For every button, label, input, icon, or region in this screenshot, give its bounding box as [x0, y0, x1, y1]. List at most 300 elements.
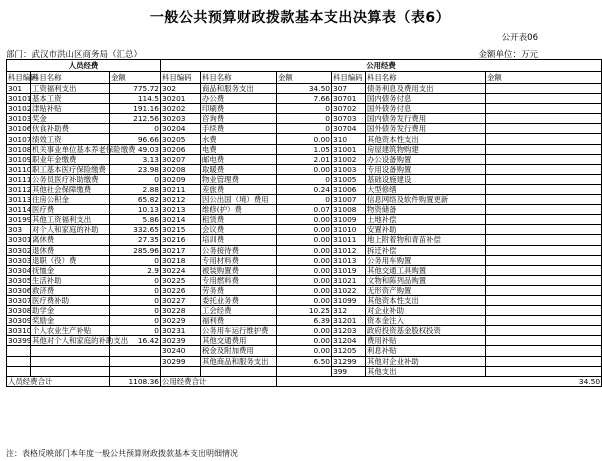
cell-c-name: 其他支出 [366, 366, 486, 376]
cell-p-amount: 16.42 [110, 336, 161, 346]
cell-c-name: 利息补贴 [366, 346, 486, 356]
cell-p-amount: 0 [110, 326, 161, 336]
department-label: 部门：武汉市洪山区商务局（汇总） [6, 50, 143, 60]
cell-g-code: 30226 [161, 285, 201, 295]
cell-g-amount: 34.50 [277, 84, 332, 94]
header-amount: 金额 [277, 72, 332, 84]
cell-p-amount: 2.88 [110, 184, 161, 194]
cell-g-name: 工会经费 [201, 306, 277, 316]
cell-g-code: 30211 [161, 184, 201, 194]
cell-c-amount [486, 326, 602, 336]
cell-c-name: 土地补偿 [366, 215, 486, 225]
cell-g-amount [277, 366, 332, 376]
cell-g-code: 30299 [161, 356, 201, 366]
personnel-section-header: 人员经费 [7, 60, 161, 72]
cell-g-amount: 6.39 [277, 316, 332, 326]
cell-p-name: 对个人和家庭的补助 [31, 225, 110, 235]
cell-g-name: 邮电费 [201, 154, 277, 164]
cell-g-name: 取暖费 [201, 164, 277, 174]
personnel-total-label: 人员经费合计 [7, 376, 110, 386]
cell-g-code: 30224 [161, 265, 201, 275]
cell-c-code: 399 [332, 366, 366, 376]
cell-g-code: 30206 [161, 144, 201, 154]
cell-p-amount: 23.98 [110, 164, 161, 174]
cell-g-name: 专用材料费 [201, 255, 277, 265]
cell-c-name: 政府投资基金股权投资 [366, 326, 486, 336]
cell-g-code: 302 [161, 84, 201, 94]
cell-g-amount: 0.00 [277, 326, 332, 336]
cell-g-amount: 0 [277, 124, 332, 134]
cell-g-name: 差旅费 [201, 184, 277, 194]
cell-c-name: 债务利息及费用支出 [366, 84, 486, 94]
table-row [7, 285, 602, 295]
cell-p-amount: 96.66 [110, 134, 161, 144]
public-total-value: 34.50 [277, 376, 602, 386]
cell-p-name: 助学金 [31, 306, 110, 316]
cell-c-code: 31204 [332, 336, 366, 346]
cell-g-name: 其他交通费用 [201, 336, 277, 346]
cell-p-name [31, 366, 110, 376]
cell-p-name: 职工基本医疗保险缴费 [31, 164, 110, 174]
cell-g-code: 30218 [161, 255, 201, 265]
cell-g-amount: 0 [277, 114, 332, 124]
cell-c-name: 国内债务发行费用 [366, 114, 486, 124]
cell-g-code [161, 366, 201, 376]
cell-p-amount: 27.35 [110, 235, 161, 245]
cell-c-name: 其他交通工具购置 [366, 265, 486, 275]
cell-p-name: 医疗费 [31, 205, 110, 215]
cell-g-name: 会议费 [201, 225, 277, 235]
cell-p-code: 30114 [8, 205, 32, 215]
cell-p-amount: 2.9 [110, 265, 161, 275]
cell-c-name: 专用设备购置 [366, 164, 486, 174]
cell-g-amount: 0.00 [277, 265, 332, 275]
cell-c-name: 资本金注入 [366, 316, 486, 326]
cell-c-code: 31010 [332, 225, 366, 235]
cell-p-name: 住房公积金 [31, 195, 110, 205]
cell-g-code: 30216 [161, 235, 201, 245]
cell-c-code: 31012 [332, 245, 366, 255]
cell-g-name: 专用燃料费 [201, 275, 277, 285]
personnel-total-value: 1108.36 [110, 376, 161, 386]
cell-g-name: 商品和服务支出 [201, 84, 277, 94]
cell-c-name: 对企业补助 [366, 306, 486, 316]
table-row [7, 164, 602, 174]
cell-p-amount: 0 [110, 174, 161, 184]
cell-p-name: 其他对个人和家庭的补助支出 [32, 336, 129, 346]
cell-g-amount: 0.00 [277, 134, 332, 144]
cell-p-code: 30399 [8, 336, 32, 346]
cell-c-code: 31002 [332, 154, 366, 164]
cell-g-code: 30217 [161, 245, 201, 255]
table-row [7, 134, 602, 144]
cell-p-code: 30113 [8, 195, 32, 205]
cell-p-amount: 332.65 [110, 225, 161, 235]
cell-p-name: 工资福利支出 [31, 84, 110, 94]
cell-g-amount: 10.25 [277, 306, 332, 316]
cell-p-name: 津贴补贴 [31, 104, 110, 114]
cell-p-name: 伙食补助费 [31, 124, 110, 134]
table-row [7, 154, 602, 164]
cell-c-name: 拆迁补偿 [366, 245, 486, 255]
cell-p-code: 30108 [8, 144, 32, 154]
cell-c-code: 307 [332, 84, 366, 94]
cell-g-code: 30239 [161, 336, 201, 346]
table-row [7, 346, 602, 356]
cell-c-code: 30703 [332, 114, 366, 124]
table-row [7, 124, 602, 134]
header-code: 科目编码 [332, 72, 366, 84]
cell-p-code: 301 [7, 84, 31, 94]
cell-g-name: 印刷费 [201, 104, 277, 114]
cell-p-amount: 3.13 [110, 154, 161, 164]
cell-p-code: 30112 [8, 184, 32, 194]
cell-c-code: 31013 [332, 255, 366, 265]
cell-c-code: 31007 [332, 195, 366, 205]
cell-c-name: 无形资产购置 [366, 285, 486, 295]
cell-g-code: 30229 [161, 316, 201, 326]
cell-c-amount [486, 164, 602, 174]
table-row [7, 295, 602, 305]
cell-g-name [201, 366, 277, 376]
cell-g-amount: 0.00 [277, 255, 332, 265]
cell-p-amount: 0 [110, 306, 161, 316]
cell-c-name: 安置补助 [366, 225, 486, 235]
cell-p-code: 30303 [8, 255, 32, 265]
header-name: 科目名称 [366, 72, 486, 84]
cell-c-name: 大型修缮 [366, 184, 486, 194]
cell-p-name [31, 356, 110, 366]
cell-p-name: 救济费 [31, 285, 110, 295]
table-row [7, 195, 602, 205]
cell-p-code: 30308 [8, 306, 32, 316]
cell-g-name: 咨询费 [201, 114, 277, 124]
cell-g-code: 30231 [161, 326, 201, 336]
cell-c-amount [486, 336, 602, 346]
cell-p-code: 30309 [8, 316, 32, 326]
cell-c-code: 31003 [332, 164, 366, 174]
header-name: 科目名称 [31, 72, 110, 84]
cell-p-code: 30102 [8, 104, 32, 114]
cell-g-name: 公务接待费 [201, 245, 277, 255]
cell-p-code: 303 [7, 225, 31, 235]
cell-c-amount [486, 134, 602, 144]
cell-c-amount [486, 366, 602, 376]
cell-p-code: 30302 [8, 245, 32, 255]
cell-c-code: 31021 [332, 275, 366, 285]
cell-p-amount [110, 346, 161, 356]
cell-g-name: 电费 [201, 144, 277, 154]
cell-p-code: 30101 [8, 94, 32, 104]
cell-p-amount: 10.13 [110, 205, 161, 215]
cell-c-name: 房屋建筑物购建 [366, 144, 486, 154]
cell-p-code: 30301 [8, 235, 32, 245]
cell-p-amount: 65.82 [110, 195, 161, 205]
cell-c-amount [486, 346, 602, 356]
cell-c-code: 31001 [332, 144, 366, 154]
cell-g-name: 租赁费 [201, 215, 277, 225]
cell-c-code: 31099 [332, 295, 366, 305]
cell-c-code: 312 [332, 306, 366, 316]
cell-p-name: 医疗费补助 [31, 295, 110, 305]
header-amount: 金额 [110, 72, 161, 84]
cell-g-name: 劳务费 [201, 285, 277, 295]
table-row [7, 104, 602, 114]
cell-c-code: 310 [332, 134, 366, 144]
table-row [7, 265, 602, 275]
cell-c-name: 基础设施建设 [366, 174, 486, 184]
cell-p-amount: 191.16 [110, 104, 161, 114]
cell-c-name: 国外债务发行费用 [366, 124, 486, 134]
cell-c-amount [486, 275, 602, 285]
table-row [7, 306, 602, 316]
cell-p-name: 基本工资 [31, 94, 110, 104]
cell-c-code: 31019 [332, 265, 366, 275]
cell-g-amount: 0.00 [277, 275, 332, 285]
cell-p-name: 公务员医疗补助缴费 [31, 174, 110, 184]
cell-g-amount: 7.66 [277, 94, 332, 104]
cell-g-name: 维修(护）费 [201, 205, 277, 215]
cell-c-code: 30702 [332, 104, 366, 114]
cell-c-amount [486, 306, 602, 316]
cell-p-code [7, 356, 31, 366]
cell-g-code: 30227 [161, 295, 201, 305]
cell-p-code [7, 366, 31, 376]
table-row [7, 366, 602, 376]
cell-g-code: 30228 [161, 306, 201, 316]
cell-c-code: 31205 [332, 346, 366, 356]
cell-p-name [31, 346, 110, 356]
cell-p-name: 离休费 [31, 235, 110, 245]
header-name: 科目名称 [201, 72, 277, 84]
cell-p-code: 30107 [8, 134, 32, 144]
cell-c-amount [486, 255, 602, 265]
cell-c-amount [486, 265, 602, 275]
cell-p-name: 个人农业生产补贴 [31, 326, 110, 336]
cell-g-code: 30202 [161, 104, 201, 114]
cell-c-code: 31201 [332, 316, 366, 326]
header-amount: 金额 [486, 72, 602, 84]
cell-g-code: 30225 [161, 275, 201, 285]
cell-c-name: 费用补贴 [366, 336, 486, 346]
cell-c-name: 办公设备购置 [366, 154, 486, 164]
cell-c-amount [486, 285, 602, 295]
cell-p-amount: 0 [110, 295, 161, 305]
cell-c-amount [486, 94, 602, 104]
cell-g-code: 30205 [161, 134, 201, 144]
cell-c-amount [486, 84, 602, 94]
cell-p-code [7, 346, 31, 356]
public-section-header: 公用经费 [161, 60, 602, 72]
cell-p-name: 其他工资福利支出 [31, 215, 110, 225]
cell-g-amount: 0.00 [277, 245, 332, 255]
cell-g-name: 因公出国（境）费用 [201, 195, 277, 205]
cell-g-name: 物业管理费 [201, 174, 277, 184]
cell-c-code: 31005 [332, 174, 366, 184]
cell-p-name: 退休费 [31, 245, 110, 255]
table-row [7, 326, 602, 336]
cell-c-amount [486, 235, 602, 245]
cell-g-name: 其他商品和服务支出 [201, 356, 277, 366]
cell-g-name: 手续费 [201, 124, 277, 134]
cell-p-amount: 0 [110, 285, 161, 295]
cell-p-amount: 49.03 [110, 144, 161, 154]
cell-g-amount: 0 [277, 174, 332, 184]
cell-p-amount: 0 [110, 275, 161, 285]
cell-c-name: 其他资本性支出 [366, 134, 486, 144]
cell-c-amount [486, 316, 602, 326]
cell-c-name: 其他对企业补助 [366, 356, 486, 366]
cell-g-amount: 0.00 [277, 225, 332, 235]
cell-c-name: 公务用车购置 [366, 255, 486, 265]
cell-g-name: 办公费 [201, 94, 277, 104]
cell-g-name: 委托业务费 [201, 295, 277, 305]
cell-c-amount [486, 225, 602, 235]
cell-g-code: 30209 [161, 174, 201, 184]
cell-g-name: 水费 [201, 134, 277, 144]
cell-c-name: 文物和陈列品购置 [366, 275, 486, 285]
table-row [7, 336, 602, 346]
cell-p-amount: 775.72 [110, 84, 161, 94]
cell-p-code: 30307 [8, 296, 32, 306]
public-total-label: 公用经费合计 [161, 376, 277, 386]
cell-c-name: 物资储备 [366, 205, 486, 215]
cell-c-code: 30704 [332, 124, 366, 134]
cell-p-code: 30103 [8, 114, 32, 124]
cell-p-code: 30305 [8, 275, 32, 285]
cell-c-name: 信息网络及软件购置更新 [366, 195, 486, 205]
cell-c-amount [486, 174, 602, 184]
cell-g-amount: 0.00 [277, 336, 332, 346]
footnote: 注：表格反映部门本年度一般公共预算财政拨款基本支出明细情况 [6, 449, 238, 458]
unit-label: 金额单位：万元 [478, 50, 538, 60]
cell-p-name: 职业年金缴费 [31, 154, 110, 164]
cell-c-amount [486, 215, 602, 225]
cell-g-amount: 1.05 [277, 144, 332, 154]
cell-g-code: 30212 [161, 195, 201, 205]
cell-p-amount [110, 366, 161, 376]
cell-c-amount [486, 144, 602, 154]
cell-g-name: 公务用车运行维护费 [201, 326, 277, 336]
table-row [7, 356, 602, 366]
cell-p-name: 奖励金 [31, 316, 110, 326]
table-row [7, 255, 602, 265]
cell-g-amount: 0.00 [277, 215, 332, 225]
cell-p-code: 30106 [8, 124, 32, 134]
cell-p-name: 绩效工资 [31, 134, 110, 144]
cell-g-code: 30213 [161, 205, 201, 215]
cell-g-amount: 0.00 [277, 346, 332, 356]
cell-g-amount: 0.00 [277, 235, 332, 245]
table-row [7, 275, 602, 285]
cell-g-code: 30240 [161, 346, 201, 356]
cell-c-name: 地上附着物和青苗补偿 [366, 235, 486, 245]
cell-p-name: 奖金 [31, 114, 110, 124]
cell-p-code: 30109 [8, 154, 32, 164]
header-code: 科目编码 [161, 72, 201, 84]
cell-p-amount: 5.86 [110, 215, 161, 225]
cell-c-code: 31009 [332, 215, 366, 225]
cell-g-name: 被装购置费 [201, 265, 277, 275]
cell-g-name: 培训费 [201, 235, 277, 245]
cell-p-code: 30111 [8, 174, 32, 184]
cell-g-code: 30203 [161, 114, 201, 124]
table-row [7, 235, 602, 245]
cell-p-code: 30310 [8, 326, 32, 336]
cell-p-amount: 0 [110, 316, 161, 326]
table-row [7, 184, 602, 194]
cell-c-code: 31006 [332, 184, 366, 194]
table-row [7, 174, 602, 184]
cell-g-code: 30214 [161, 215, 201, 225]
cell-p-code: 30306 [8, 285, 32, 295]
cell-c-name: 其他资本性支出 [366, 295, 486, 305]
cell-g-name: 税金及附加费用 [201, 346, 277, 356]
cell-g-amount: 0.07 [277, 205, 332, 215]
cell-g-name: 福利费 [201, 316, 277, 326]
cell-c-amount [486, 104, 602, 114]
table-row [7, 114, 602, 124]
cell-g-code: 30208 [161, 164, 201, 174]
cell-c-amount [486, 356, 602, 366]
cell-c-amount [486, 114, 602, 124]
expenditure-table [6, 59, 602, 387]
table-row [7, 215, 602, 225]
page-title: 一般公共预算财政拨款基本支出决算表（表6） [149, 10, 451, 26]
cell-g-amount: 0 [277, 104, 332, 114]
cell-p-code: 30304 [8, 265, 32, 275]
table-row [7, 205, 602, 215]
cell-g-code: 30207 [161, 154, 201, 164]
cell-p-name: 抚恤金 [31, 265, 110, 275]
cell-p-name: 其他社会保障缴费 [31, 184, 110, 194]
cell-p-amount: 212.56 [110, 114, 161, 124]
table-row [7, 225, 602, 235]
cell-g-amount: 0 [277, 195, 332, 205]
table-row [7, 144, 602, 154]
cell-p-amount [110, 356, 161, 366]
cell-p-amount: 285.96 [110, 245, 161, 255]
cell-g-amount: 2.01 [277, 154, 332, 164]
cell-g-amount: 0.00 [277, 295, 332, 305]
cell-c-amount [486, 184, 602, 194]
cell-g-amount: 0.00 [277, 164, 332, 174]
cell-p-amount: 0 [110, 255, 161, 265]
cell-p-name: 机关事业单位基本养老保险缴费 [32, 144, 136, 154]
cell-c-amount [486, 124, 602, 134]
cell-g-code: 30204 [161, 124, 201, 134]
cell-c-code: 31008 [332, 205, 366, 215]
cell-p-name: 退职（役）费 [31, 255, 110, 265]
header-code: 科目编码 [8, 73, 38, 82]
cell-p-code: 30199 [8, 215, 32, 225]
totals-row [7, 376, 602, 386]
cell-c-amount [486, 205, 602, 215]
cell-p-name: 生活补助 [31, 275, 110, 285]
table-row [7, 94, 602, 104]
cell-c-name: 国外债务付息 [366, 104, 486, 114]
cell-g-code: 30215 [161, 225, 201, 235]
cell-c-amount [486, 245, 602, 255]
cell-c-amount [486, 195, 602, 205]
cell-g-amount: 0.24 [277, 184, 332, 194]
cell-g-code: 30201 [161, 94, 201, 104]
cell-c-name: 国内债务付息 [366, 94, 486, 104]
table-row [7, 84, 602, 94]
cell-g-amount: 0.00 [277, 285, 332, 295]
cell-g-amount: 6.50 [277, 356, 332, 366]
cell-c-code: 31011 [332, 235, 366, 245]
